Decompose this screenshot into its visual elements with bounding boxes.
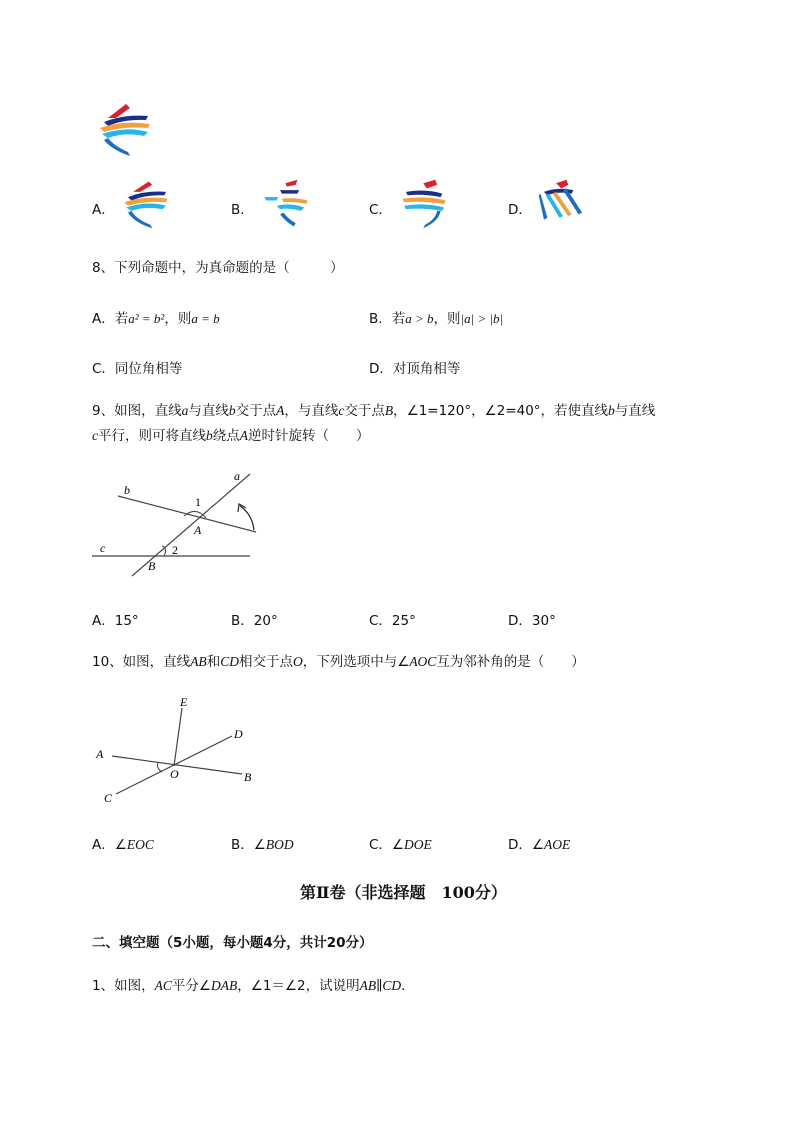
q8-option-a-prefix: A．若	[92, 311, 129, 327]
q9-var: b	[228, 403, 236, 418]
q7-option-a-label[interactable]: A．	[92, 202, 115, 218]
angle-1-arc	[184, 511, 206, 518]
q8-option-c[interactable]: C．同位角相等	[92, 361, 183, 377]
q9-option-c[interactable]: C．25°	[369, 613, 416, 629]
q8-option-a-math2: a = b	[191, 311, 220, 326]
q10-option-c-prefix: C．∠	[369, 837, 405, 853]
q8-option-a[interactable]	[92, 307, 220, 327]
label-c: c	[100, 541, 106, 555]
q9-var: b	[206, 428, 213, 443]
q9-option-a[interactable]: A．15°	[92, 613, 139, 629]
q9-text: 平行，则可将直线	[98, 428, 206, 444]
q9-var: c	[338, 403, 345, 418]
q10-option-a-var: EOC	[126, 837, 154, 852]
q10-var: AOC	[409, 654, 437, 669]
q10-option-c-var: DOE	[404, 837, 432, 852]
q9-text: 与直线	[614, 403, 656, 419]
q9-stem-line2	[92, 424, 370, 444]
part2-q1-text: ．	[401, 978, 415, 994]
q8-option-b-mid: ，则	[433, 311, 461, 327]
q10-option-b-prefix: B．∠	[231, 837, 266, 853]
q10-var: O	[292, 654, 303, 669]
q9-text: ，∠1=120°，∠2=40°，若使直线	[393, 403, 609, 419]
q9-text: 与直线	[188, 403, 229, 419]
part2-q1-var: AB∥CD	[359, 978, 402, 993]
q8-option-d[interactable]: D．对顶角相等	[369, 361, 461, 377]
q8-option-b-math: a > b	[405, 311, 434, 326]
label-b: b	[124, 483, 130, 497]
q10-option-b[interactable]	[231, 833, 294, 853]
label-point-A: A	[194, 523, 202, 537]
q7-option-d-logo	[534, 178, 592, 230]
part2-q1	[92, 974, 415, 994]
part2-q1-var: AC	[154, 978, 172, 993]
part2-q1-text: 平分∠	[171, 978, 211, 994]
q9-var: B	[384, 403, 394, 418]
q8-option-a-mid: ，则	[164, 311, 192, 327]
q10-text: 和	[206, 654, 221, 670]
part2-q1-text: 1、如图，	[92, 978, 155, 994]
part2-title: 第Ⅱ卷（非选择题 100分）	[300, 883, 507, 902]
label-E: E	[180, 695, 188, 709]
q8-option-b-prefix: B．若	[369, 311, 406, 327]
q7-main-logo	[96, 100, 156, 160]
label-angle-1: 1	[195, 495, 201, 509]
q9-var: c	[92, 428, 98, 443]
q9-var: A	[239, 428, 248, 443]
q9-text: 9、如图，直线	[92, 403, 182, 419]
q10-text: 相交于点	[238, 654, 293, 670]
q9-text: ，与直线	[284, 403, 339, 419]
q8-option-b-math2: |a| > |b|	[460, 311, 504, 326]
q7-option-b-logo	[258, 178, 316, 230]
label-point-B: B	[148, 559, 156, 573]
q10-figure	[92, 692, 262, 812]
q10-option-a-prefix: A．∠	[92, 837, 127, 853]
label-D: D	[234, 727, 243, 741]
q8-option-a-math: a² = b²	[128, 311, 165, 326]
q8-stem: 8、下列命题中，为真命题的是（ ）	[92, 260, 344, 276]
q9-var: A	[276, 403, 285, 418]
q7-option-a-logo	[118, 178, 176, 230]
q10-text: 10、如图，直线	[92, 654, 191, 670]
q9-option-b[interactable]: B．20°	[231, 613, 278, 629]
q9-text: 交于点	[235, 403, 277, 419]
q7-option-b-label[interactable]: B．	[231, 202, 254, 218]
q9-text: 交于点	[344, 403, 385, 419]
ray-OE	[174, 708, 182, 766]
q9-option-d[interactable]: D．30°	[508, 613, 556, 629]
label-A: A	[96, 747, 104, 761]
q8-option-b[interactable]	[369, 307, 503, 327]
q10-text: 互为邻补角的是（ ）	[436, 654, 585, 670]
q9-var: b	[608, 403, 615, 418]
part2-q1-var: DAB	[210, 978, 238, 993]
q9-var: a	[181, 403, 189, 418]
angle-AOC-arc	[158, 763, 163, 772]
q7-option-d-label[interactable]: D．	[508, 202, 532, 218]
q10-option-a[interactable]	[92, 833, 154, 853]
label-O: O	[170, 767, 179, 781]
label-C: C	[104, 791, 113, 805]
q10-option-d[interactable]	[508, 833, 570, 853]
q9-text: 绕点	[212, 428, 240, 444]
label-angle-2: 2	[172, 543, 178, 557]
q9-text: 逆时针旋转（ ）	[248, 428, 370, 444]
q10-option-c[interactable]	[369, 833, 432, 853]
q10-option-b-var: BOD	[265, 837, 294, 852]
q10-var: AB	[190, 654, 207, 669]
rotation-arrow	[240, 506, 254, 530]
q10-option-d-prefix: D．∠	[508, 837, 544, 853]
q10-option-d-var: AOE	[544, 837, 571, 852]
label-B: B	[244, 770, 252, 784]
part2-q1-text: ，∠1＝∠2，试说明	[237, 978, 360, 994]
q9-figure	[90, 466, 270, 586]
label-a: a	[234, 469, 240, 483]
q9-stem-line1	[92, 399, 655, 419]
q7-option-c-label[interactable]: C．	[369, 202, 392, 218]
angle-2-arc	[162, 546, 166, 556]
q10-stem	[92, 650, 585, 670]
q10-var: CD	[220, 654, 239, 669]
section-heading: 二、填空题（5小题，每小题4分，共计20分）	[92, 935, 373, 951]
q7-option-c-logo	[396, 178, 454, 230]
q10-text: ，下列选项中与∠	[302, 654, 410, 670]
